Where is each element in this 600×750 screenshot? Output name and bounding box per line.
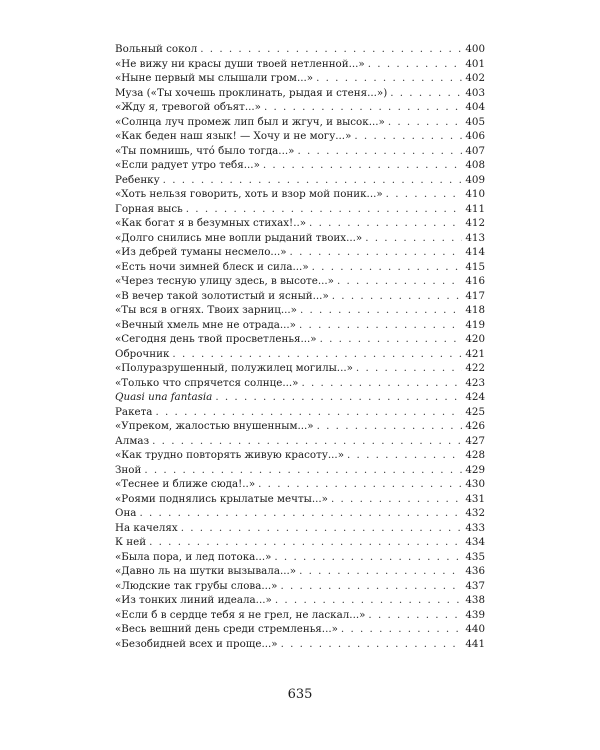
toc-entry xyxy=(115,463,485,478)
toc-entry-title: «Была пора, и лед потока...» xyxy=(115,550,272,563)
toc-entry xyxy=(115,303,485,318)
toc-entry-title: «Как богат я в безумных стихах!..» xyxy=(115,217,307,229)
toc-entry xyxy=(115,390,485,405)
toc-entry xyxy=(115,376,485,391)
toc-leader-dots xyxy=(337,274,462,289)
toc-entry-page: 437 xyxy=(465,579,485,592)
toc-entry xyxy=(115,86,485,101)
toc-entry-page: 439 xyxy=(465,608,485,621)
toc-entry-title: «Только что спрячется солнце...» xyxy=(115,376,299,389)
toc-entry-page: 435 xyxy=(465,550,485,563)
toc-entry-title: «Из тонких линий идеала...» xyxy=(115,594,272,606)
toc-entry-page: 425 xyxy=(465,405,485,418)
toc-leader-dots xyxy=(275,593,463,608)
toc-entry-page: 433 xyxy=(465,521,485,534)
toc-entry-page: 428 xyxy=(465,449,485,461)
toc-entry xyxy=(115,71,485,86)
toc-leader-dots xyxy=(320,332,463,347)
toc-leader-dots xyxy=(368,608,462,623)
toc-leader-dots xyxy=(215,390,462,405)
toc-leader-dots xyxy=(354,129,462,144)
toc-entry-title: Она xyxy=(115,507,137,519)
toc-leader-dots xyxy=(172,347,462,362)
toc-entry-page: 401 xyxy=(465,57,485,70)
toc-leader-dots xyxy=(152,434,462,449)
toc-entry-page: 417 xyxy=(465,289,485,302)
toc-entry-title: «Есть ночи зимней блеск и сила...» xyxy=(115,260,309,273)
toc-leader-dots xyxy=(149,535,462,550)
toc-entry-title: Вольный сокол xyxy=(115,43,198,55)
toc-entry-title: «Сегодня день твой просветленья...» xyxy=(115,333,317,345)
toc-entry xyxy=(115,361,485,376)
table-of-contents xyxy=(115,42,485,651)
toc-entry xyxy=(115,202,485,217)
toc-entry xyxy=(115,187,485,202)
toc-entry-page: 410 xyxy=(465,188,485,200)
toc-entry xyxy=(115,260,485,275)
toc-entry-page: 404 xyxy=(465,101,485,113)
toc-entry-title: Зной xyxy=(115,463,142,476)
toc-entry-title: «Солнца луч промеж лип был и жгуч, и высок...» xyxy=(115,115,385,128)
toc-entry xyxy=(115,173,485,188)
toc-leader-dots xyxy=(299,318,462,333)
toc-entry-page: 406 xyxy=(465,130,485,142)
toc-entry-title: «Не вижу ни красы души твоей нетленной...» xyxy=(115,57,365,70)
toc-entry-title: «Безобидней всех и проще...» xyxy=(115,637,278,650)
toc-entry xyxy=(115,274,485,289)
toc-entry-title: «Как беден наш язык! — Хочу и не могу...» xyxy=(115,130,352,142)
toc-entry xyxy=(115,637,485,652)
toc-entry-title: «Если б в сердце тебя я не грел, не ласкал...» xyxy=(115,608,366,621)
toc-entry-page: 429 xyxy=(465,463,485,476)
toc-entry xyxy=(115,332,485,347)
toc-entry xyxy=(115,289,485,304)
toc-leader-dots xyxy=(300,303,462,318)
toc-entry xyxy=(115,318,485,333)
toc-entry-title: «Долго снились мне вопли рыданий твоих...» xyxy=(115,231,363,244)
toc-leader-dots xyxy=(341,622,462,637)
toc-leader-dots xyxy=(365,231,462,246)
toc-entry-page: 418 xyxy=(465,304,485,316)
toc-entry-title: «Давно ль на шутки вызывала...» xyxy=(115,565,297,577)
toc-entry-page: 402 xyxy=(465,72,485,84)
toc-entry xyxy=(115,550,485,565)
toc-entry-page: 407 xyxy=(465,144,485,157)
toc-entry-page: 408 xyxy=(465,159,485,171)
toc-entry-title: «Из дебрей туманы несмело...» xyxy=(115,246,287,258)
toc-leader-dots xyxy=(163,173,463,188)
toc-entry xyxy=(115,579,485,594)
toc-entry-page: 411 xyxy=(465,202,485,215)
toc-entry-page: 412 xyxy=(465,217,485,229)
toc-leader-dots xyxy=(388,115,463,130)
toc-entry-page: 419 xyxy=(465,318,485,331)
toc-entry-title: На качелях xyxy=(115,521,178,534)
toc-entry xyxy=(115,100,485,115)
toc-leader-dots xyxy=(264,100,462,115)
toc-leader-dots xyxy=(200,42,462,57)
toc-entry xyxy=(115,144,485,159)
toc-entry-title: «Ныне первый мы слышали гром...» xyxy=(115,72,314,84)
toc-entry xyxy=(115,477,485,492)
toc-entry-page: 424 xyxy=(465,391,485,403)
toc-leader-dots xyxy=(280,579,462,594)
toc-entry-page: 416 xyxy=(465,275,485,287)
toc-leader-dots xyxy=(390,86,462,101)
toc-leader-dots xyxy=(281,637,463,652)
toc-entry xyxy=(115,129,485,144)
toc-leader-dots xyxy=(368,57,463,72)
toc-leader-dots xyxy=(144,463,462,478)
toc-entry-title: «В вечер такой золотистый и ясный...» xyxy=(115,289,329,302)
toc-entry-page: 409 xyxy=(465,173,485,186)
toc-leader-dots xyxy=(297,144,462,159)
toc-entry-page: 436 xyxy=(465,565,485,577)
toc-entry-title: Алмаз xyxy=(115,434,150,447)
toc-entry xyxy=(115,216,485,231)
toc-leader-dots xyxy=(258,477,462,492)
toc-entry-page: 426 xyxy=(465,420,485,432)
toc-leader-dots xyxy=(139,506,462,521)
toc-entry-title: «Роями поднялись крылатые мечты...» xyxy=(115,492,328,505)
toc-entry xyxy=(115,158,485,173)
toc-entry-page: 400 xyxy=(465,43,485,55)
toc-leader-dots xyxy=(263,158,462,173)
toc-entry-page: 432 xyxy=(465,507,485,519)
toc-entry xyxy=(115,434,485,449)
toc-entry-title: «Упреком, жалостью внушенным...» xyxy=(115,420,314,432)
toc-entry xyxy=(115,115,485,130)
toc-entry-title: «Как трудно повторять живую красоту...» xyxy=(115,449,344,461)
toc-entry-title: К ней xyxy=(115,536,147,548)
toc-entry xyxy=(115,405,485,420)
toc-entry-page: 440 xyxy=(465,623,485,635)
toc-entry xyxy=(115,42,485,57)
toc-entry-title: «Хоть нельзя говорить, хоть и взор мой поник...» xyxy=(115,188,383,200)
toc-entry xyxy=(115,521,485,536)
toc-entry xyxy=(115,535,485,550)
toc-entry-page: 415 xyxy=(465,260,485,273)
toc-entry-page: 430 xyxy=(465,478,485,490)
toc-entry-title: «Если радует утро тебя...» xyxy=(115,159,260,171)
toc-entry xyxy=(115,419,485,434)
toc-leader-dots xyxy=(332,289,463,304)
toc-entry xyxy=(115,622,485,637)
toc-leader-dots xyxy=(347,448,462,463)
toc-entry-title: «Весь вешний день среди стремленья...» xyxy=(115,623,338,635)
toc-entry-page: 420 xyxy=(465,333,485,345)
toc-entry-page: 441 xyxy=(465,637,485,650)
toc-entry-page: 434 xyxy=(465,536,485,548)
toc-entry-title: Quasi una fantasia xyxy=(115,391,213,403)
toc-entry-page: 405 xyxy=(465,115,485,128)
toc-entry-title: Горная высь xyxy=(115,202,183,215)
toc-entry xyxy=(115,245,485,260)
toc-leader-dots xyxy=(386,187,463,202)
toc-entry-title: Ребенку xyxy=(115,173,160,186)
toc-entry-page: 438 xyxy=(465,594,485,606)
toc-leader-dots xyxy=(331,492,462,507)
toc-entry-page: 431 xyxy=(465,492,485,505)
toc-entry-page: 427 xyxy=(465,434,485,447)
toc-entry-page: 423 xyxy=(465,376,485,389)
toc-leader-dots xyxy=(274,550,462,565)
toc-entry xyxy=(115,448,485,463)
toc-entry xyxy=(115,564,485,579)
toc-entry-title: «Теснее и ближе сюда!..» xyxy=(115,478,256,490)
toc-entry-page: 421 xyxy=(465,347,485,360)
toc-entry xyxy=(115,231,485,246)
toc-entry xyxy=(115,57,485,72)
toc-leader-dots xyxy=(299,564,462,579)
toc-entry-title: «Ты помнишь, что́ было тогда...» xyxy=(115,144,295,157)
toc-leader-dots xyxy=(301,376,462,391)
toc-entry xyxy=(115,492,485,507)
toc-entry xyxy=(115,608,485,623)
toc-leader-dots xyxy=(155,405,462,420)
toc-entry-page: 414 xyxy=(465,246,485,258)
toc-entry-page: 413 xyxy=(465,231,485,244)
toc-entry-title: «Полуразрушенный, полужилец могилы...» xyxy=(115,362,353,374)
toc-entry-title: Ракета xyxy=(115,405,153,418)
toc-leader-dots xyxy=(186,202,463,217)
toc-leader-dots xyxy=(356,361,462,376)
toc-entry-title: «Ты вся в огнях. Твоих зарниц...» xyxy=(115,304,297,316)
toc-leader-dots xyxy=(181,521,463,536)
toc-entry xyxy=(115,593,485,608)
toc-entry-page: 422 xyxy=(465,362,485,374)
toc-entry-title: «Жду я, тревогой объят...» xyxy=(115,101,261,113)
toc-entry-title: «Через тесную улицу здесь, в высоте...» xyxy=(115,275,334,287)
toc-leader-dots xyxy=(309,216,462,231)
toc-leader-dots xyxy=(317,419,463,434)
toc-entry-title: «Людские так грубы слова...» xyxy=(115,579,278,592)
toc-leader-dots xyxy=(312,260,463,275)
toc-leader-dots xyxy=(316,71,462,86)
toc-entry xyxy=(115,347,485,362)
toc-entry xyxy=(115,506,485,521)
page-number: 635 xyxy=(287,687,313,702)
toc-entry-title: Оброчник xyxy=(115,347,170,360)
toc-entry-page: 403 xyxy=(465,86,485,99)
toc-leader-dots xyxy=(290,245,463,260)
toc-entry-title: Муза («Ты хочешь проклинать, рыдая и стеня...») xyxy=(115,86,388,99)
toc-entry-title: «Вечный хмель мне не отрада...» xyxy=(115,318,296,331)
